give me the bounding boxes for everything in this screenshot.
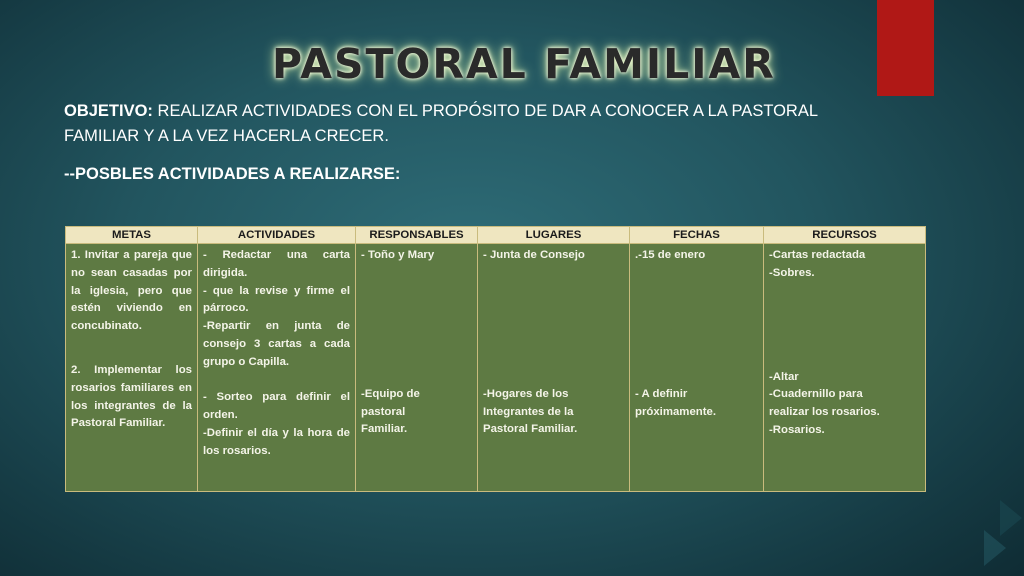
objective-text: REALIZAR ACTIVIDADES CON EL PROPÓSITO DE DAR A CONOCER A LA PASTORAL FAMILIAR Y A LA VEZ HACERLA CRECER. — [64, 102, 818, 145]
resource-2c: -Rosarios. — [769, 423, 825, 436]
objective-paragraph — [64, 99, 874, 149]
resource-1a: -Cartas redactada — [769, 249, 866, 261]
header-metas: METAS — [66, 227, 198, 244]
cell-responsables — [356, 244, 478, 492]
cell-fechas — [630, 244, 764, 492]
cell-lugares — [478, 244, 630, 492]
header-recursos: RECURSOS — [764, 227, 926, 244]
objective-label: OBJETIVO: — [64, 102, 153, 120]
cell-recursos — [764, 244, 926, 492]
activities-heading: --POSBLES ACTIVIDADES A REALIZARSE: — [64, 165, 401, 183]
table-header-row — [66, 227, 926, 244]
page-title: PASTORAL FAMILIAR — [272, 40, 776, 88]
cell-actividades — [198, 244, 356, 492]
activities-table — [65, 226, 926, 492]
table-row — [66, 244, 926, 492]
resource-2a: -Altar — [769, 370, 799, 383]
resource-1b: -Sobres. — [769, 266, 815, 279]
meta-1: 1. Invitar a pareja que no sean casadas por la iglesia, pero que estén viviendo en concubinato. — [71, 249, 192, 333]
cell-metas — [66, 244, 198, 492]
responsible-2: -Equipo de pastoral Familiar. — [361, 387, 420, 436]
meta-2: 2. Implementar los rosarios familiares en los integrantes de la Pastoral Familiar. — [71, 363, 192, 430]
decorative-arrow-shape — [984, 530, 1006, 566]
activity-2b: -Definir el día y la hora de los rosarios. — [203, 426, 350, 457]
header-responsables: RESPONSABLES — [356, 227, 478, 244]
resource-2b: -Cuadernillo para realizar los rosarios. — [769, 388, 880, 419]
activity-1a: - Redactar una carta dirigida. — [203, 249, 350, 279]
activity-2a: - Sorteo para definir el orden. — [203, 391, 350, 422]
activity-1b: - que la revise y firme el párroco. — [203, 284, 350, 315]
date-2: - A definir próximamente. — [635, 387, 717, 418]
place-1: - Junta de Consejo — [483, 249, 585, 261]
header-lugares: LUGARES — [478, 227, 630, 244]
header-actividades: ACTIVIDADES — [198, 227, 356, 244]
place-2: -Hogares de los Integrantes de la Pastoral Familiar. — [483, 387, 578, 436]
responsible-1: - Toño y Mary — [361, 249, 435, 261]
activity-1c: -Repartir en junta de consejo 3 cartas a cada grupo o Capilla. — [203, 320, 350, 368]
header-fechas: FECHAS — [630, 227, 764, 244]
date-1: .-15 de enero — [635, 249, 706, 261]
red-accent-tab — [877, 0, 934, 96]
